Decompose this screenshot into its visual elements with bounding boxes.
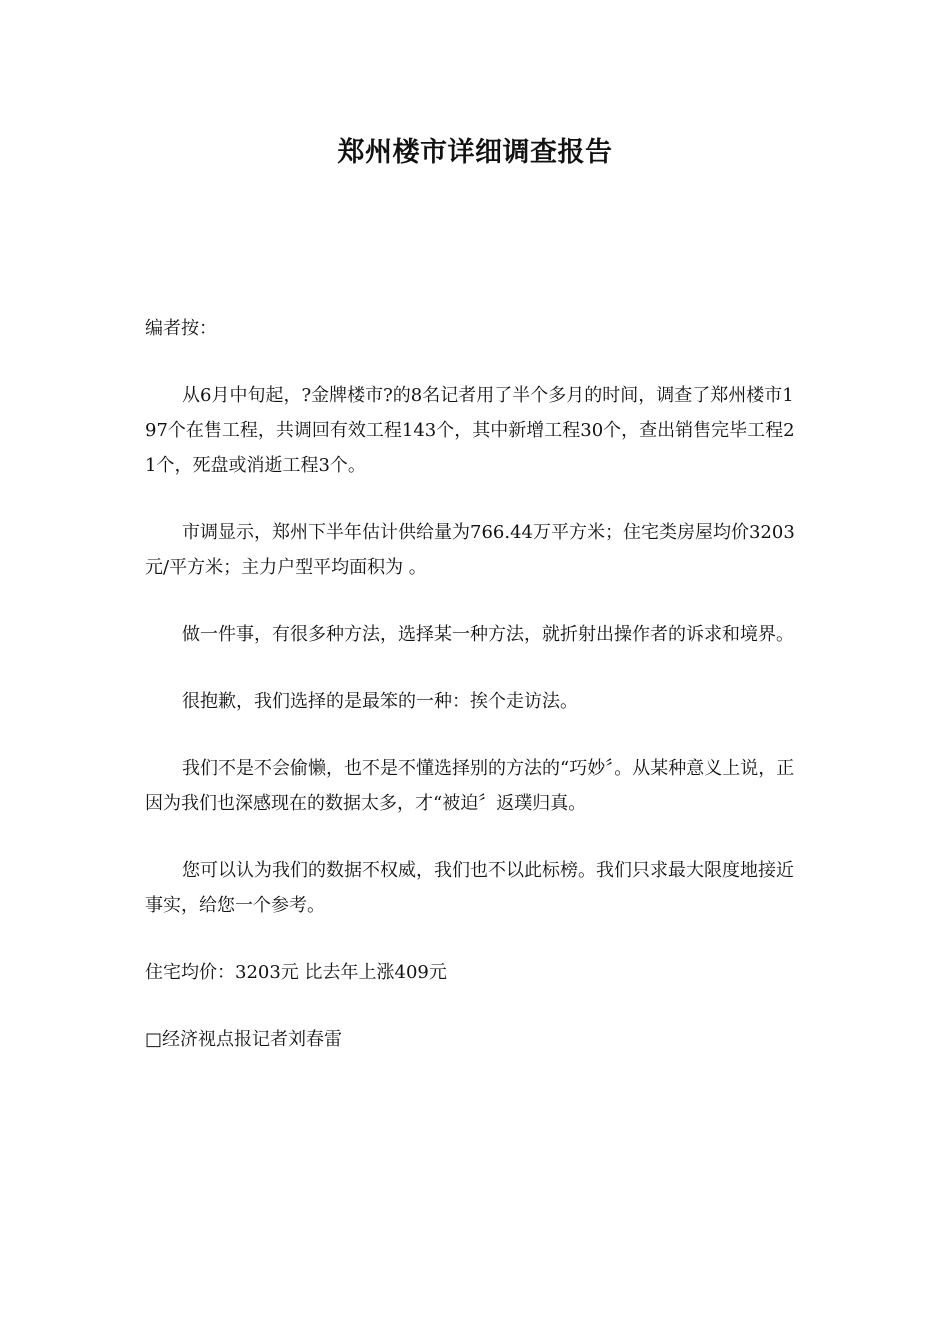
paragraph-disclaimer: 您可以认为我们的数据不权威，我们也不以此标榜。我们只求最大限度地接近事实，给您一个参考。 xyxy=(145,860,794,916)
editor-note-label: 编者按： xyxy=(145,318,217,339)
section-heading-average-price: 住宅均价：3203元 比去年上涨409元 xyxy=(145,962,447,983)
paragraph-survey-findings: 市调显示，郑州下半年估计供给量为766.44万平方米；住宅类房屋均价3203元/平方米；主力户型平均面积为 。 xyxy=(145,522,795,578)
paragraph-method-intro: 做一件事，有很多种方法，选择某一种方法，就折射出操作者的诉求和境界。 xyxy=(182,624,794,645)
document-body xyxy=(145,311,805,1089)
paragraph-survey-scope: 从6月中旬起，?金牌楼市?的8名记者用了半个多月的时间，调查了郑州楼市197个在售工程，共调回有效工程143个，其中新增工程30个，查出销售完毕工程21个，死盘或消逝工程3个。 xyxy=(145,385,795,476)
document-title: 郑州楼市详细调查报告 xyxy=(337,137,613,168)
paragraph-method-reason: 我们不是不会偷懒，也不是不懂选择别的方法的“巧妙〞。从某种意义上说，正因为我们也深感现在的数据太多，才“被迫〞返璞归真。 xyxy=(145,758,795,814)
paragraph-method-choice: 很抱歉，我们选择的是最笨的一种：挨个走访法。 xyxy=(182,691,578,712)
byline: □经济视点报记者刘春雷 xyxy=(145,1029,343,1050)
